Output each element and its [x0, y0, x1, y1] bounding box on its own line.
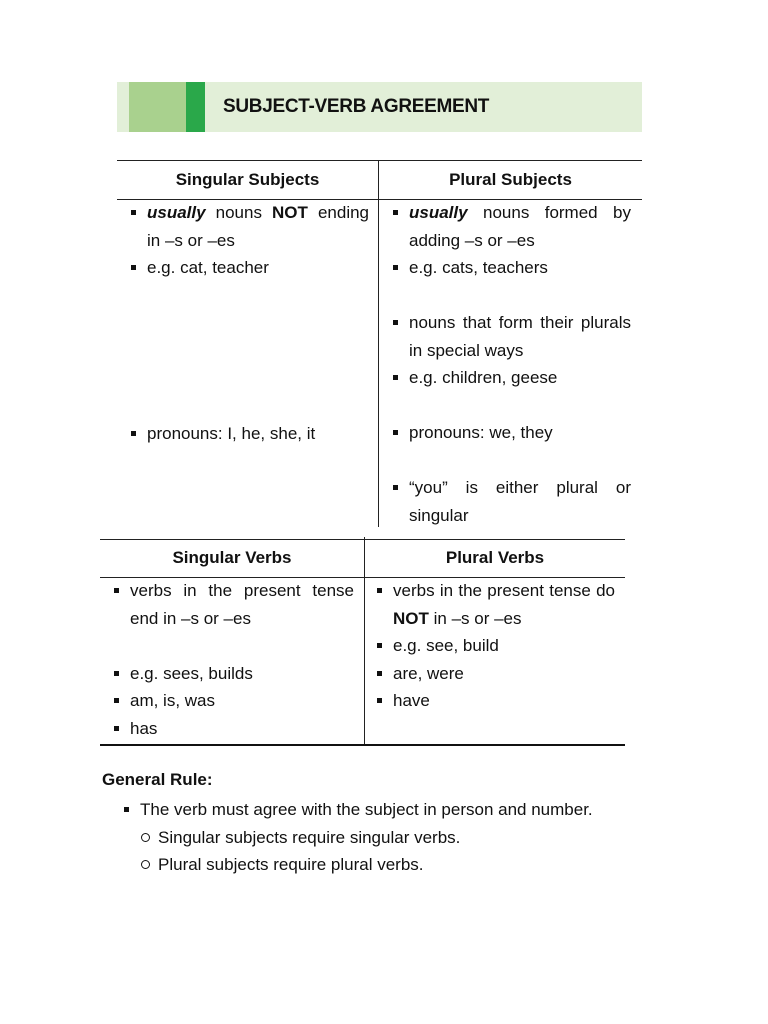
list-item: Singular subjects require singular verbs.	[140, 824, 622, 852]
plural-verbs-list	[375, 577, 615, 715]
plural-subjects-list	[391, 199, 631, 529]
banner-accent-light	[129, 82, 186, 132]
list-item: usually nouns NOT ending in –s or –es	[129, 199, 369, 254]
plural-verbs-header: Plural Verbs	[445, 548, 545, 567]
subjects-top-rule	[117, 160, 642, 161]
singular-subjects-list	[129, 199, 369, 447]
list-item: Plural subjects require plural verbs.	[140, 851, 622, 879]
verbs-table	[100, 537, 625, 749]
general-rule-heading: General Rule:	[102, 770, 213, 789]
general-rule-list	[122, 796, 622, 879]
list-item: am, is, was	[112, 687, 354, 715]
plural-subjects-header: Plural Subjects	[449, 170, 572, 189]
list-item: verbs in the present tense do NOT in –s or –es	[375, 577, 615, 632]
general-rule-text: The verb must agree with the subject in person and number.	[140, 800, 593, 819]
list-item: e.g. cats, teachers	[391, 254, 631, 282]
list-item: usually nouns formed by adding –s or –es	[391, 199, 631, 254]
banner-accent-dark	[186, 82, 205, 132]
list-item: pronouns: we, they	[391, 419, 631, 447]
list-item: has	[112, 715, 354, 743]
singular-verbs-list	[112, 577, 354, 742]
list-item: e.g. see, build	[375, 632, 615, 660]
verbs-top-rule	[100, 539, 625, 540]
list-item: have	[375, 687, 615, 715]
list-item: are, were	[375, 660, 615, 688]
page-title: SUBJECT-VERB AGREEMENT	[223, 96, 490, 117]
list-item: nouns that form their plurals in special ways	[391, 309, 631, 364]
list-item: e.g. children, geese	[391, 364, 631, 392]
verbs-column-divider	[364, 537, 365, 745]
general-rule-sublist	[140, 824, 622, 879]
list-item: e.g. cat, teacher	[129, 254, 369, 282]
subjects-table	[117, 160, 642, 530]
singular-verbs-header: Singular Verbs	[172, 548, 292, 567]
list-item: “you” is either plural or singular	[391, 474, 631, 529]
subjects-column-divider	[378, 160, 379, 527]
list-item: e.g. sees, builds	[112, 660, 354, 688]
verbs-bottom-rule	[100, 744, 625, 746]
list-item	[122, 796, 622, 879]
list-item: verbs in the present tense end in –s or –es	[112, 577, 354, 632]
title-banner	[117, 82, 642, 132]
singular-subjects-header: Singular Subjects	[175, 170, 320, 189]
list-item: pronouns: I, he, she, it	[129, 420, 369, 448]
